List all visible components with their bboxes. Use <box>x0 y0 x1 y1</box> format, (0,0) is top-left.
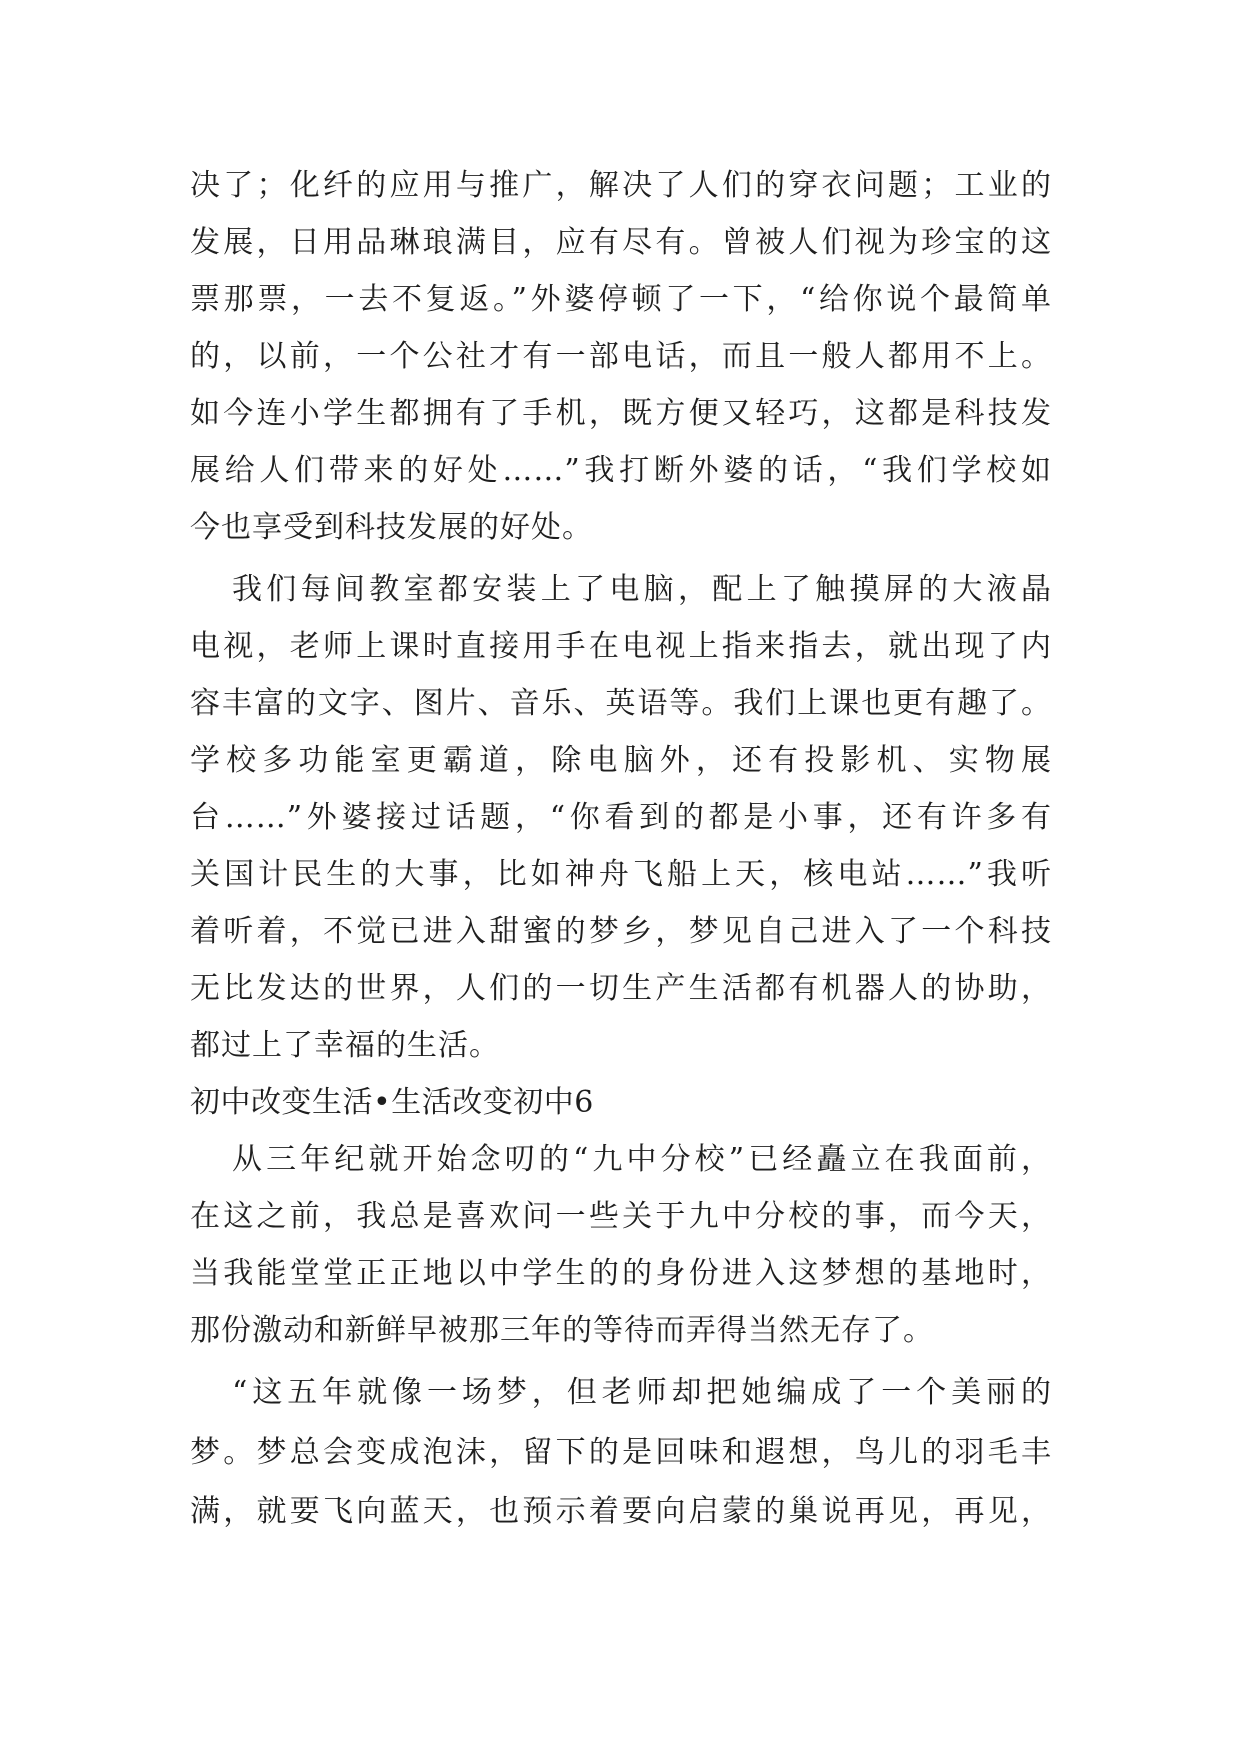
document-page <box>190 157 1052 1542</box>
text-line: 无比发达的世界，人们的一切生产生活都有机器人的协助， <box>190 971 1052 1006</box>
text-line: 当我能堂堂正正地以中学生的的身份进入这梦想的基地时， <box>190 1256 1052 1291</box>
text-line: 电视，老师上课时直接用手在电视上指来指去，就出现了内 <box>190 629 1052 664</box>
text-line: 今也享受到科技发展的好处。 <box>190 510 593 545</box>
paragraph <box>190 1363 1052 1542</box>
paragraph <box>190 561 1052 1074</box>
text-line: 梦。梦总会变成泡沫，留下的是回味和遐想，鸟儿的羽毛丰 <box>190 1434 1052 1470</box>
text-line: 那份激动和新鲜早被那三年的等待而弄得当然无存了。 <box>190 1313 934 1348</box>
text-line: 展给人们带来的好处……”我打断外婆的话，“我们学校如 <box>190 453 1052 488</box>
text-line: 从三年纪就开始念叨的“九中分校”已经矗立在我面前， <box>232 1142 1052 1177</box>
text-line: 关国计民生的大事，比如神舟飞船上天，核电站……”我听 <box>190 857 1052 892</box>
text-line: 如今连小学生都拥有了手机，既方便又轻巧，这都是科技发 <box>190 396 1052 431</box>
text-line: 学校多功能室更霸道，除电脑外，还有投影机、实物展 <box>190 743 1052 778</box>
text-line: 台……”外婆接过话题，“你看到的都是小事，还有许多有 <box>190 800 1052 835</box>
text-line: 容丰富的文字、图片、音乐、英语等。我们上课也更有趣了。 <box>190 686 1052 721</box>
text-line: 决了；化纤的应用与推广，解决了人们的穿衣问题；工业的 <box>190 168 1052 203</box>
text-line: 的，以前，一个公社才有一部电话，而且一般人都用不上。 <box>190 339 1052 374</box>
text-line: 满，就要飞向蓝天，也预示着要向启蒙的巢说再见，再见， <box>190 1494 1052 1529</box>
text-line: 票那票，一去不复返。”外婆停顿了一下，“给你说个最简单 <box>190 282 1052 317</box>
text-line: 发展，日用品琳琅满目，应有尽有。曾被人们视为珍宝的这 <box>190 225 1052 260</box>
section-heading: 初中改变生活•生活改变初中6 <box>190 1085 594 1120</box>
paragraph <box>190 157 1052 556</box>
text-line: 我们每间教室都安装上了电脑，配上了触摸屏的大液晶 <box>232 572 1052 607</box>
text-line: 在这之前，我总是喜欢问一些关于九中分校的事，而今天， <box>190 1199 1052 1234</box>
text-line: 都过上了幸福的生活。 <box>190 1028 500 1063</box>
paragraph <box>190 1131 1052 1359</box>
text-line: 着听着，不觉已进入甜蜜的梦乡，梦见自己进入了一个科技 <box>190 914 1052 949</box>
text-line: “这五年就像一场梦，但老师却把她编成了一个美丽的 <box>232 1375 1052 1410</box>
